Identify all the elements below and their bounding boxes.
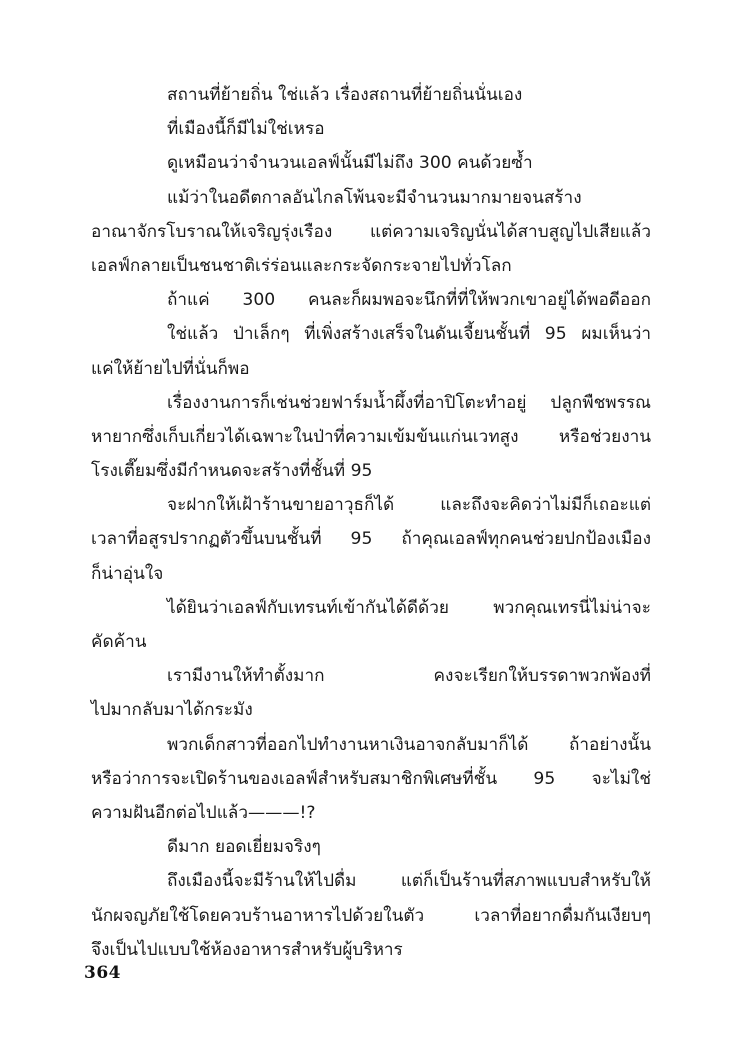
text-line: จึงเป็นไปแบบใช้ห้องอาหารสำหรับผู้บริหาร: [91, 939, 403, 960]
text-line: ก็น่าอุ่นใจ: [91, 563, 164, 584]
text-line: ที่เมืองนี้ก็มีไม่ใช่เหรอ: [167, 119, 325, 140]
text-line: สถานที่ย้ายถิ่น ใช่แล้ว เรื่องสถานที่ย้ายถิ่นนั่นเอง: [167, 85, 523, 105]
text-line: ไปมากลับมาได้กระมัง: [91, 700, 253, 721]
text-line: ความฝันอีกต่อไปแล้ว———!?: [91, 802, 316, 823]
text-line: อาณาจักรโบราณให้เจริญรุ่งเรือง แต่ความเจริญนั่นได้สาบสูญไปเสียแล้ว: [91, 221, 651, 242]
body-text: [91, 78, 651, 967]
text-line: เรื่องงานการก็เช่นช่วยฟาร์มน้ำผึ้งที่อาปิโตะทำอยู่ ปลูกพืชพรรณ: [167, 392, 651, 413]
text-line: ได้ยินว่าเอลฟ์กับเทรนท์เข้ากันได้ดีด้วย พวกคุณเทรนี่ไม่น่าจะ: [167, 597, 651, 618]
text-line: แค่ให้ย้ายไปที่นั่นก็พอ: [91, 358, 250, 379]
text-line: ดีมาก ยอดเยี่ยมจริงๆ: [167, 837, 321, 858]
text-line: ใช่แล้ว ป่าเล็กๆ ที่เพิ่งสร้างเสร็จในดันเจี้ยนชั้นที่ 95 ผมเห็นว่า: [167, 324, 651, 345]
text-line: นักผจญภัยใช้โดยควบร้านอาหารไปด้วยในตัว เวลาที่อยากดื่มกันเงียบๆ: [91, 905, 651, 926]
page-number: 364: [84, 963, 121, 983]
text-line: เวลาที่อสูรปรากฏตัวขึ้นบนชั้นที่ 95 ถ้าคุณเอลฟ์ทุกคนช่วยปกป้องเมือง: [91, 529, 651, 550]
text-line: คัดค้าน: [91, 632, 147, 652]
text-line: โรงเตี๊ยมซึ่งมีกำหนดจะสร้างที่ชั้นที่ 95: [91, 461, 373, 482]
text-line: จะฝากให้เฝ้าร้านขายอาวุธก็ได้ และถึงจะคิดว่าไม่มีก็เถอะแต่: [167, 495, 651, 516]
text-line: พวกเด็กสาวที่ออกไปทำงานหาเงินอาจกลับมาก็ได้ ถ้าอย่างนั้น: [167, 734, 651, 755]
text-line: หรือว่าการจะเปิดร้านของเอลฟ์สำหรับสมาชิกพิเศษที่ชั้น 95 จะไม่ใช่: [91, 768, 651, 789]
text-line: เรามีงานให้ทำตั้งมาก คงจะเรียกให้บรรดาพวกพ้องที่: [167, 666, 651, 687]
text-line: หายากซึ่งเก็บเกี่ยวได้เฉพาะในป่าที่ความเข้มข้นแก่นเวทสูง หรือช่วยงาน: [91, 426, 651, 447]
text-line: ถึงเมืองนี้จะมีร้านให้ไปดื่ม แต่ก็เป็นร้านที่สภาพแบบสำหรับให้: [167, 871, 651, 892]
text-line: แม้ว่าในอดีตกาลอันไกลโพ้นจะมีจำนวนมากมายจนสร้าง: [167, 187, 582, 208]
text-line: เอลฟ์กลายเป็นชนชาติเร่ร่อนและกระจัดกระจายไปทั่วโลก: [91, 255, 512, 276]
text-line: ดูเหมือนว่าจำนวนเอลฟ์นั้นมีไม่ถึง 300 คนด้วยซ้ำ: [167, 153, 533, 174]
text-line: ถ้าแค่ 300 คนละก็ผมพอจะนึกที่ที่ให้พวกเขาอยู่ได้พอดีออก: [167, 290, 651, 311]
